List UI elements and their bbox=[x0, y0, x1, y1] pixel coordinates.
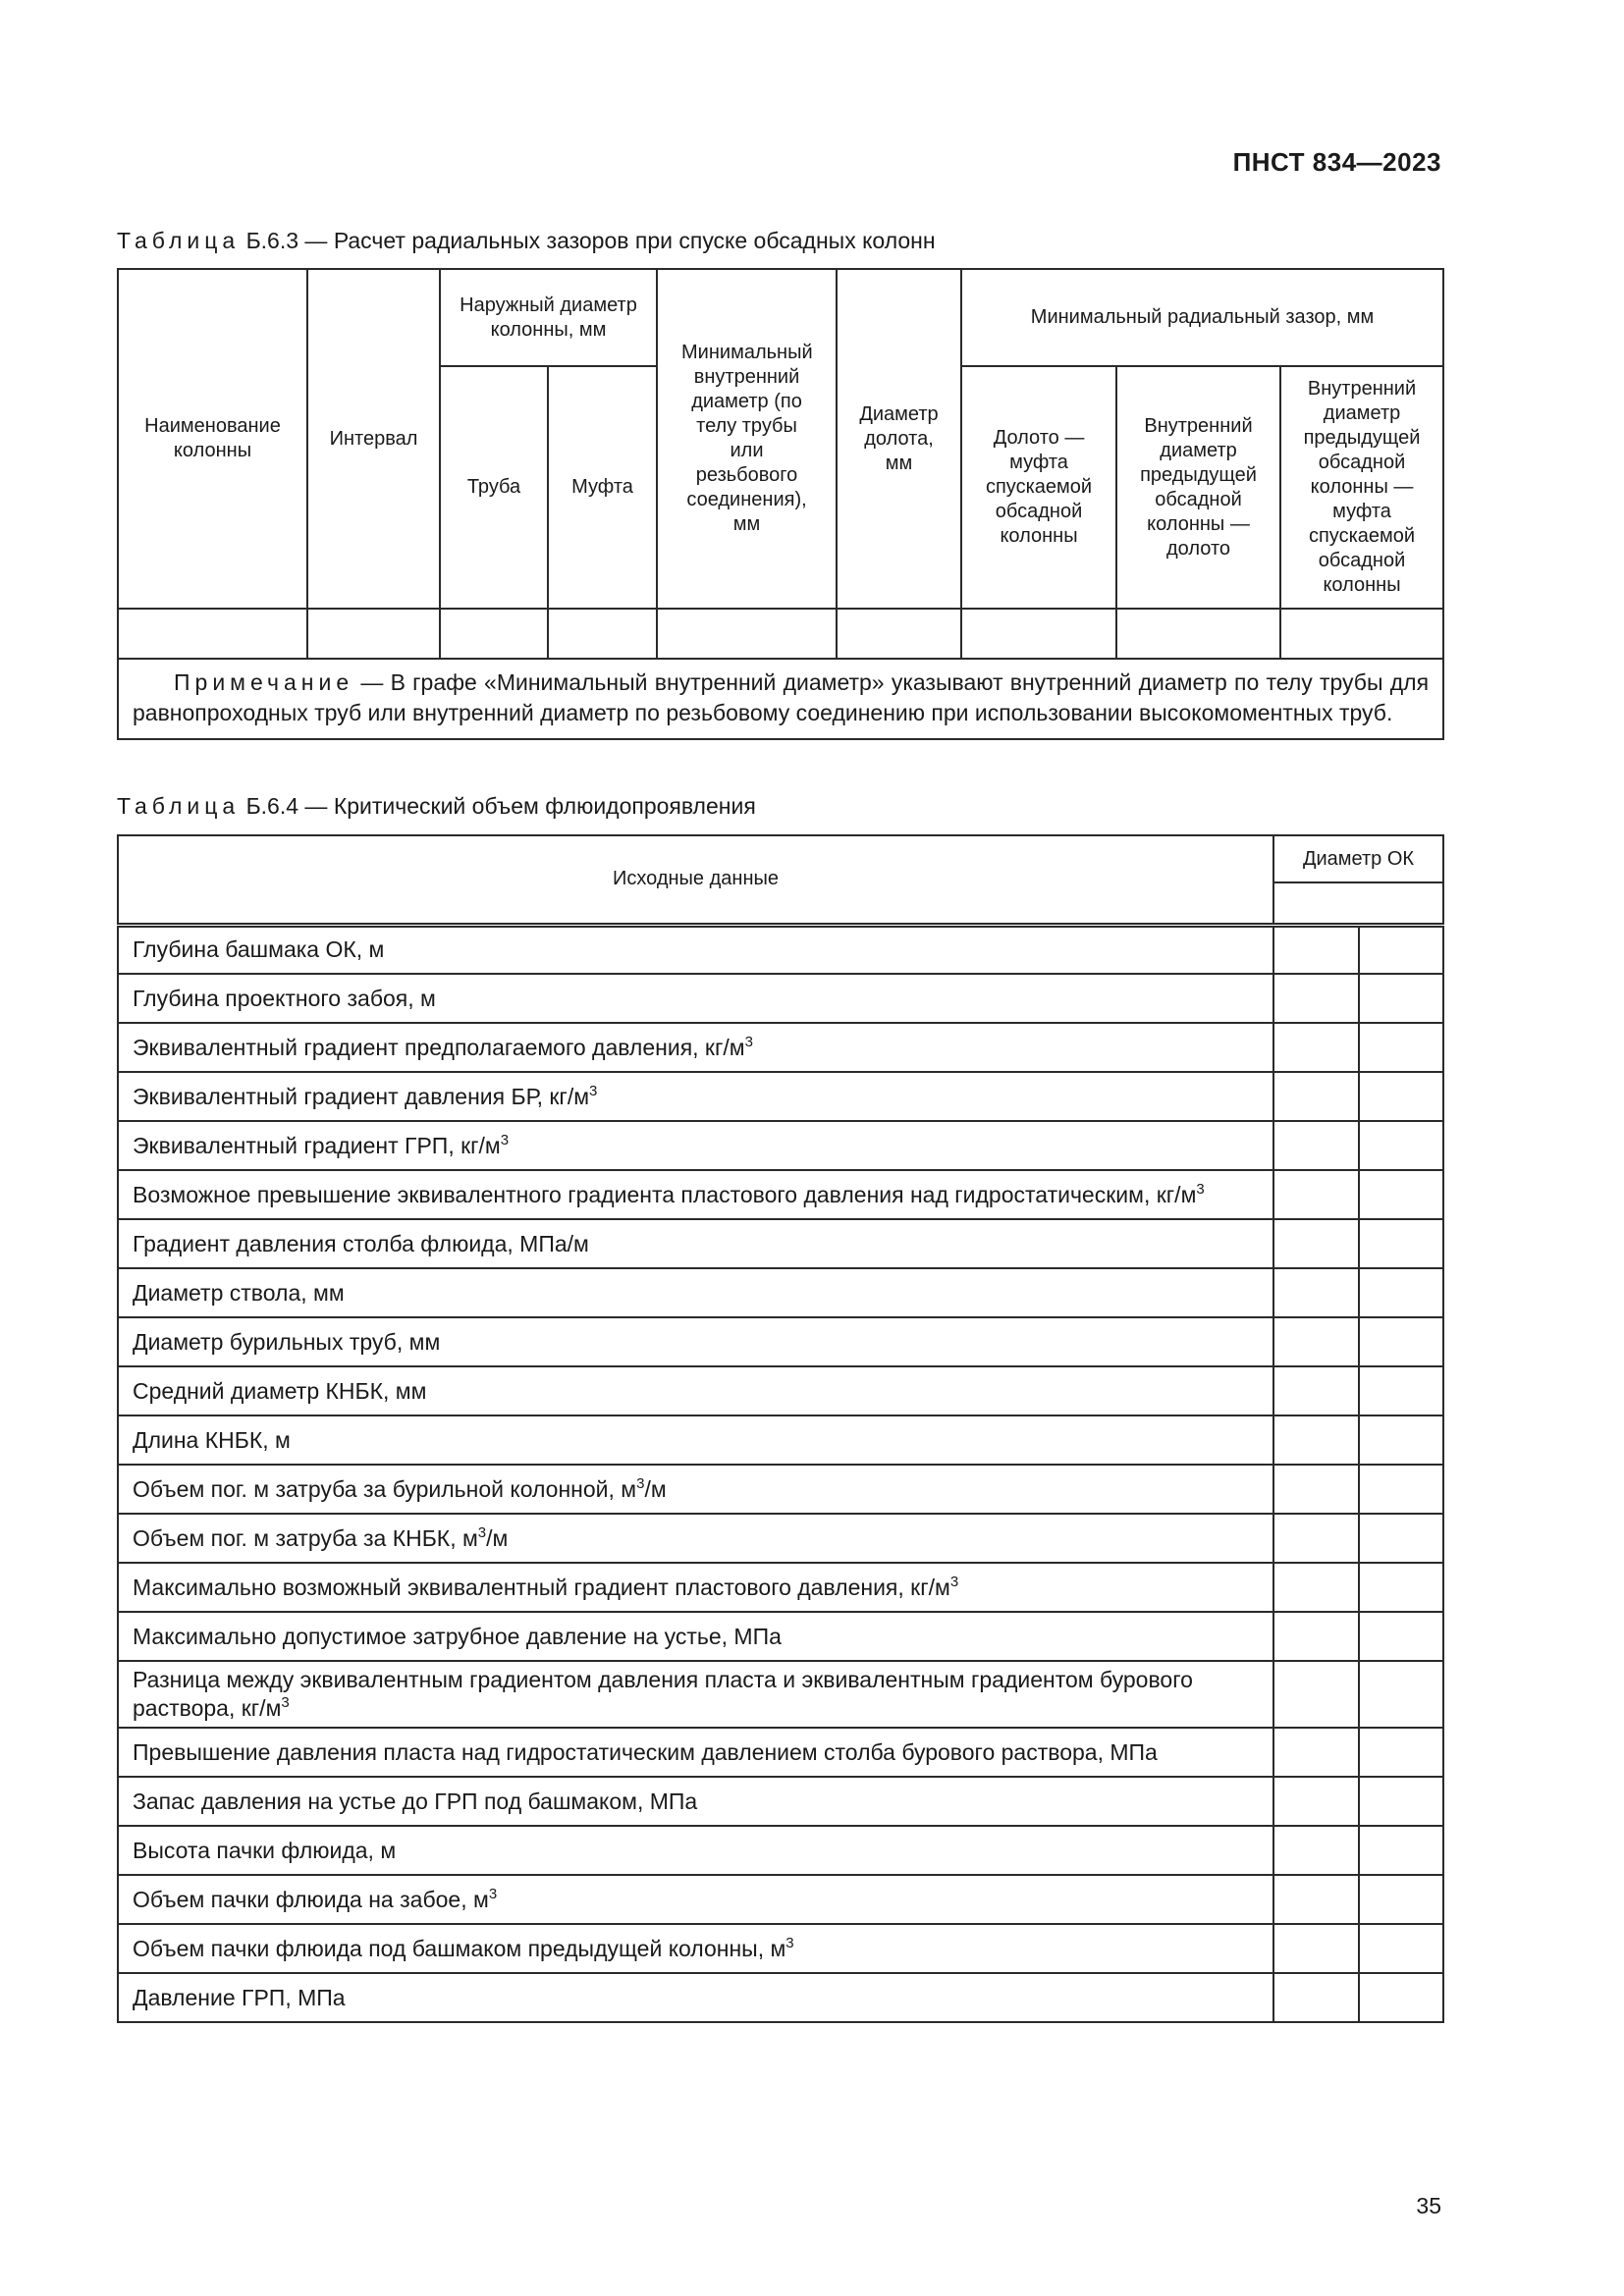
page-number: 35 bbox=[1416, 2193, 1441, 2218]
table-row bbox=[118, 1612, 1443, 1661]
empty-cell bbox=[1359, 1317, 1443, 1366]
row-label bbox=[118, 1219, 1273, 1268]
row-label-text: Максимально допустимое затрубное давление на устье, МПа bbox=[133, 1623, 782, 1649]
table-row bbox=[118, 1826, 1443, 1875]
row-label-text: Глубина башмака ОК, м bbox=[133, 936, 385, 963]
empty-cell bbox=[961, 609, 1116, 659]
row-label-text: Давление ГРП, МПа bbox=[133, 1984, 346, 2010]
row-label bbox=[118, 1023, 1273, 1072]
row-label-text: Возможное превышение эквивалентного градиента пластового давления над гидростатическим, кг/м bbox=[133, 1181, 1197, 1207]
row-label-text: Диаметр бурильных труб, мм bbox=[133, 1328, 441, 1355]
empty-cell bbox=[657, 609, 837, 659]
row-label-text: Глубина проектного забоя, м bbox=[133, 985, 436, 1011]
empty-cell bbox=[1359, 1268, 1443, 1317]
header-pipe: Труба bbox=[440, 366, 548, 609]
row-label-suffix: /м bbox=[486, 1524, 509, 1551]
header-min-inner-diameter: Минимальный внутренний диаметр (по телу трубы или резьбового соединения), мм bbox=[657, 269, 837, 609]
table-row bbox=[118, 1973, 1443, 2022]
empty-cell bbox=[1273, 1777, 1359, 1826]
table-row bbox=[118, 1728, 1443, 1777]
note-text: — В графе «Минимальный внутренний диаметр» указывают внутренний диаметр по телу трубы для равнопроходных труб или внутренний диаметр по резьбовому соединению при использовании высокомоментных труб. bbox=[133, 669, 1430, 725]
table-row bbox=[118, 1268, 1443, 1317]
table-row bbox=[118, 1514, 1443, 1563]
header-gap-bit-coupling: Долото — муфта спускаемой обсадной колонны bbox=[961, 366, 1116, 609]
header-interval: Интервал bbox=[307, 269, 440, 609]
row-label-text: Длина КНБК, м bbox=[133, 1426, 291, 1453]
header-diameter-ok: Диаметр ОК bbox=[1273, 835, 1443, 882]
empty-cell bbox=[1359, 1170, 1443, 1219]
empty-cell bbox=[1359, 1072, 1443, 1121]
table-b63-caption bbox=[117, 228, 936, 254]
row-label bbox=[118, 974, 1273, 1023]
empty-cell bbox=[1359, 1612, 1443, 1661]
empty-cell bbox=[1359, 1661, 1443, 1728]
table-row bbox=[118, 1777, 1443, 1826]
table-row bbox=[118, 1121, 1443, 1170]
header-outer-diameter: Наружный диаметр колонны, мм bbox=[440, 269, 657, 366]
table-row bbox=[118, 1924, 1443, 1973]
row-label-text: Объем пачки флюида на забое, м bbox=[133, 1886, 489, 1912]
row-label-text: Эквивалентный градиент ГРП, кг/м bbox=[133, 1132, 501, 1158]
empty-cell bbox=[1273, 1317, 1359, 1366]
header-gap-inner-bit: Внутренний диаметр предыдущей обсадной колонны — долото bbox=[1116, 366, 1280, 609]
empty-cell bbox=[1273, 1826, 1359, 1875]
row-label-text: Максимально возможный эквивалентный градиент пластового давления, кг/м bbox=[133, 1574, 950, 1600]
empty-cell bbox=[1273, 1415, 1359, 1465]
empty-cell bbox=[1359, 1563, 1443, 1612]
row-label bbox=[118, 1612, 1273, 1661]
empty-cell bbox=[1273, 1170, 1359, 1219]
empty-cell bbox=[1359, 1826, 1443, 1875]
empty-cell bbox=[1273, 1661, 1359, 1728]
header-coupling: Муфта bbox=[548, 366, 657, 609]
table-word: Таблица bbox=[117, 793, 241, 819]
empty-cell bbox=[1273, 1973, 1359, 2022]
empty-cell bbox=[1273, 1268, 1359, 1317]
row-label bbox=[118, 1661, 1273, 1728]
table-b63-title: Б.6.3 — Расчет радиальных зазоров при спуске обсадных колонн bbox=[240, 228, 936, 253]
empty-cell bbox=[1273, 1219, 1359, 1268]
table-b63 bbox=[117, 268, 1444, 740]
empty-cell bbox=[1359, 925, 1443, 974]
empty-cell bbox=[1359, 1219, 1443, 1268]
row-label-text: Объем пог. м затруба за бурильной колонной, м bbox=[133, 1475, 637, 1502]
row-label-suffix: /м bbox=[644, 1475, 667, 1502]
empty-cell bbox=[1273, 1023, 1359, 1072]
row-label bbox=[118, 1875, 1273, 1924]
row-label bbox=[118, 1268, 1273, 1317]
table-row bbox=[118, 1023, 1443, 1072]
empty-cell bbox=[1359, 1924, 1443, 1973]
empty-cell bbox=[1273, 1366, 1359, 1415]
row-label bbox=[118, 1826, 1273, 1875]
empty-cell bbox=[1273, 1924, 1359, 1973]
row-label-text: Объем пог. м затруба за КНБК, м bbox=[133, 1524, 478, 1551]
row-label bbox=[118, 1170, 1273, 1219]
empty-cell bbox=[1359, 1777, 1443, 1826]
row-label-text: Эквивалентный градиент давления БР, кг/м bbox=[133, 1083, 590, 1109]
table-note bbox=[118, 659, 1443, 739]
empty-cell bbox=[1273, 1728, 1359, 1777]
row-label-text: Высота пачки флюида, м bbox=[133, 1837, 397, 1863]
superscript bbox=[745, 1035, 753, 1060]
empty-cell bbox=[1273, 882, 1443, 925]
table-row bbox=[118, 1072, 1443, 1121]
empty-cell bbox=[440, 609, 548, 659]
row-label bbox=[118, 1924, 1273, 1973]
empty-cell bbox=[1273, 925, 1359, 974]
header-source-data: Исходные данные bbox=[118, 835, 1273, 925]
row-label-text: Объем пачки флюида под башмаком предыдущей колонны, м bbox=[133, 1935, 786, 1961]
empty-cell bbox=[1280, 609, 1443, 659]
table-row bbox=[118, 1219, 1443, 1268]
row-label bbox=[118, 1415, 1273, 1465]
empty-cell bbox=[1273, 1563, 1359, 1612]
row-label bbox=[118, 1072, 1273, 1121]
row-label-text: Запас давления на устье до ГРП под башмаком, МПа bbox=[133, 1788, 698, 1814]
row-label-text: Разница между эквивалентным градиентом давления пласта и эквивалентным градиентом бурового раствора, кг/м bbox=[133, 1667, 1193, 1721]
table-row bbox=[118, 1661, 1443, 1728]
empty-cell bbox=[1359, 1728, 1443, 1777]
row-label bbox=[118, 1563, 1273, 1612]
header-min-radial-gap: Минимальный радиальный зазор, мм bbox=[961, 269, 1443, 366]
superscript bbox=[281, 1695, 289, 1721]
superscript bbox=[785, 1936, 793, 1961]
header-column-name: Наименование колонны bbox=[118, 269, 307, 609]
empty-cell bbox=[1273, 1465, 1359, 1514]
row-label bbox=[118, 1514, 1273, 1563]
row-label bbox=[118, 925, 1273, 974]
empty-cell bbox=[118, 609, 307, 659]
empty-cell bbox=[1116, 609, 1280, 659]
table-row bbox=[118, 1317, 1443, 1366]
row-label bbox=[118, 1317, 1273, 1366]
empty-cell bbox=[548, 609, 657, 659]
superscript bbox=[501, 1133, 509, 1158]
row-label-text: Градиент давления столба флюида, МПа/м bbox=[133, 1230, 589, 1256]
empty-cell bbox=[1359, 1875, 1443, 1924]
document-code: ПНСТ 834—2023 bbox=[1232, 147, 1441, 177]
empty-cell bbox=[1359, 1973, 1443, 2022]
table-row bbox=[118, 1366, 1443, 1415]
superscript bbox=[950, 1575, 958, 1600]
empty-cell bbox=[1359, 1023, 1443, 1072]
table-row bbox=[118, 974, 1443, 1023]
row-label bbox=[118, 1465, 1273, 1514]
empty-cell bbox=[1359, 974, 1443, 1023]
row-label bbox=[118, 1777, 1273, 1826]
row-label-text: Средний диаметр КНБК, мм bbox=[133, 1377, 427, 1404]
empty-cell bbox=[1359, 1121, 1443, 1170]
table-b64-title: Б.6.4 — Критический объем флюидопроявления bbox=[240, 793, 756, 819]
table-row bbox=[118, 1415, 1443, 1465]
table-row bbox=[118, 1563, 1443, 1612]
empty-cell bbox=[1359, 1514, 1443, 1563]
table-word: Таблица bbox=[117, 228, 241, 253]
table-row bbox=[118, 925, 1443, 974]
superscript bbox=[489, 1887, 497, 1912]
empty-cell bbox=[1359, 1415, 1443, 1465]
empty-cell bbox=[307, 609, 440, 659]
table-row bbox=[118, 1875, 1443, 1924]
row-label-text: Эквивалентный градиент предполагаемого давления, кг/м bbox=[133, 1034, 745, 1060]
row-label bbox=[118, 1121, 1273, 1170]
header-gap-inner-coupling: Внутренний диаметр предыдущей обсадной колонны — муфта спускаемой обсадной колонны bbox=[1280, 366, 1443, 609]
superscript bbox=[589, 1084, 597, 1109]
empty-cell bbox=[1273, 1072, 1359, 1121]
header-bit-diameter: Диаметр долота, мм bbox=[837, 269, 961, 609]
row-label bbox=[118, 1728, 1273, 1777]
empty-cell bbox=[1273, 974, 1359, 1023]
empty-cell bbox=[1273, 1121, 1359, 1170]
row-label-text: Превышение давления пласта над гидростатическим давлением столба бурового раствора, МПа bbox=[133, 1738, 1158, 1765]
empty-cell bbox=[1273, 1875, 1359, 1924]
table-row bbox=[118, 1170, 1443, 1219]
row-label-text: Диаметр ствола, мм bbox=[133, 1279, 345, 1306]
row-label bbox=[118, 1366, 1273, 1415]
superscript bbox=[1196, 1182, 1204, 1207]
empty-cell bbox=[1359, 1465, 1443, 1514]
table-b64-caption bbox=[117, 793, 756, 820]
table-row bbox=[118, 1465, 1443, 1514]
note-word: Примечание bbox=[174, 669, 354, 695]
superscript bbox=[478, 1525, 486, 1551]
empty-cell bbox=[837, 609, 961, 659]
empty-cell bbox=[1273, 1612, 1359, 1661]
empty-cell bbox=[1359, 1366, 1443, 1415]
row-label bbox=[118, 1973, 1273, 2022]
table-b64 bbox=[117, 834, 1444, 2023]
empty-cell bbox=[1273, 1514, 1359, 1563]
table-row bbox=[118, 609, 1443, 659]
